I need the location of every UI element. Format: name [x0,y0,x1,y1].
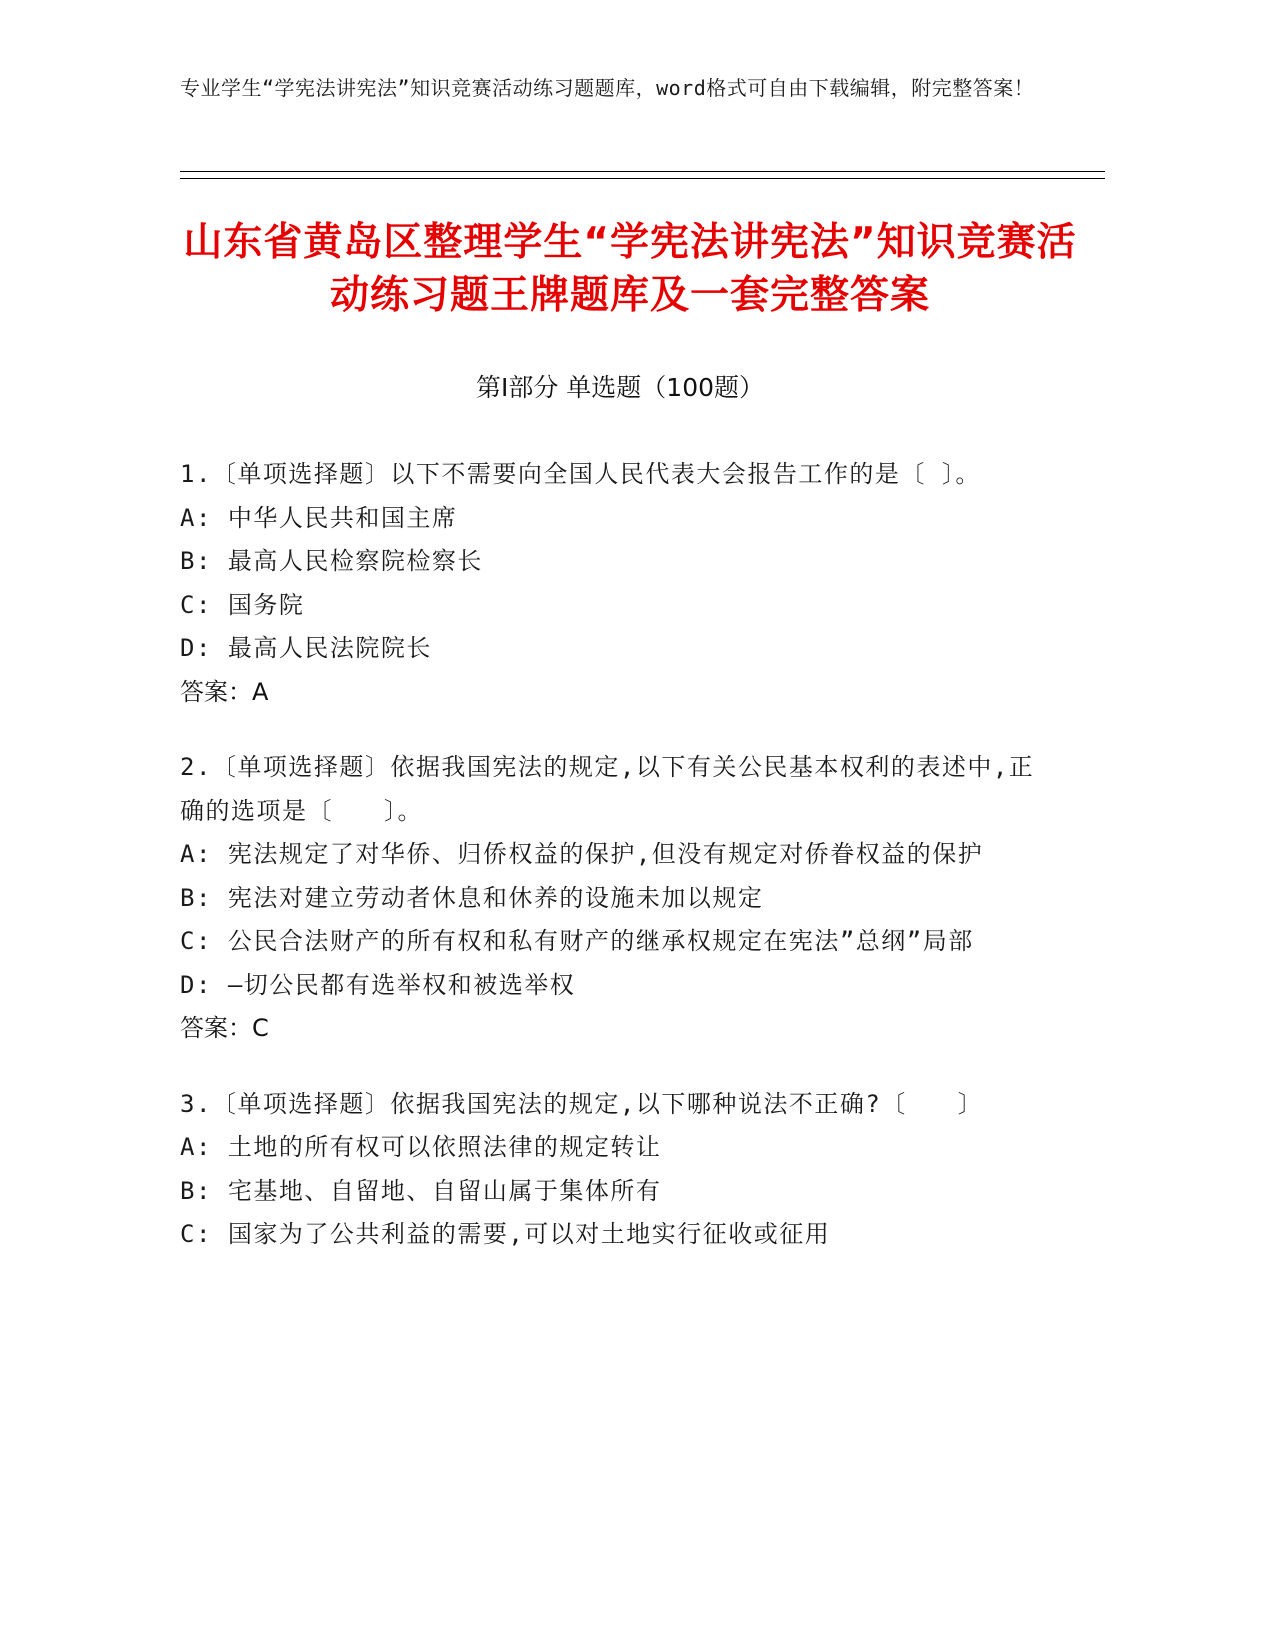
answer-text: 答案：C [180,1014,269,1042]
section-heading: 第Ⅰ部分 单选题（100题） [475,373,765,402]
option-b: B: 宅基地、自留地、自留山属于集体所有 [180,1176,662,1205]
option-b: B: 最高人民检察院检察长 [180,547,483,575]
option-d: D: —切公民都有选举权和被选举权 [180,970,576,999]
question-stem: 3.〔单项选择题〕依据我国宪法的规定,以下哪种说法不正确?〔 〕 [180,1089,984,1118]
question-2 [180,746,1040,1051]
option-c: C: 公民合法财产的所有权和私有财产的继承权规定在宪法”总纲”局部 [180,927,974,955]
question-list [180,453,1040,1289]
question-stem: 1.〔单项选择题〕以下不需要向全国人民代表大会报告工作的是〔 〕。 [180,460,981,488]
option-b: B: 宪法对建立劳动者休息和休养的设施未加以规定 [180,883,764,912]
option-a: A: 宪法规定了对华侨、归侨权益的保护,但没有规定对侨眷权益的保护 [180,840,984,868]
option-a: A: 中华人民共和国主席 [180,503,458,532]
answer-text: 答案：A [180,677,269,706]
option-c: C: 国家为了公共利益的需要,可以对土地实行征收或征用 [180,1220,831,1248]
option-c: C: 国务院 [180,590,305,619]
header-divider-bottom [180,178,1105,179]
question-1 [180,453,1040,714]
option-a: A: 土地的所有权可以依照法律的规定转让 [180,1133,662,1161]
header-divider-top [180,171,1105,172]
option-d: D: 最高人民法院院长 [180,634,432,662]
header-note: 专业学生“学宪法讲宪法”知识竞赛活动练习题题库，word格式可自由下载编辑，附完整答案！ [180,76,1035,100]
question-stem: 2.〔单项选择题〕依据我国宪法的规定,以下有关公民基本权利的表述中,正确的选项是〔 〕。 [180,753,1035,825]
question-3 [180,1083,1040,1257]
document-title: 山东省黄岛区整理学生“学宪法讲宪法”知识竞赛活动练习题王牌题库及一套完整答案 [183,220,1077,318]
